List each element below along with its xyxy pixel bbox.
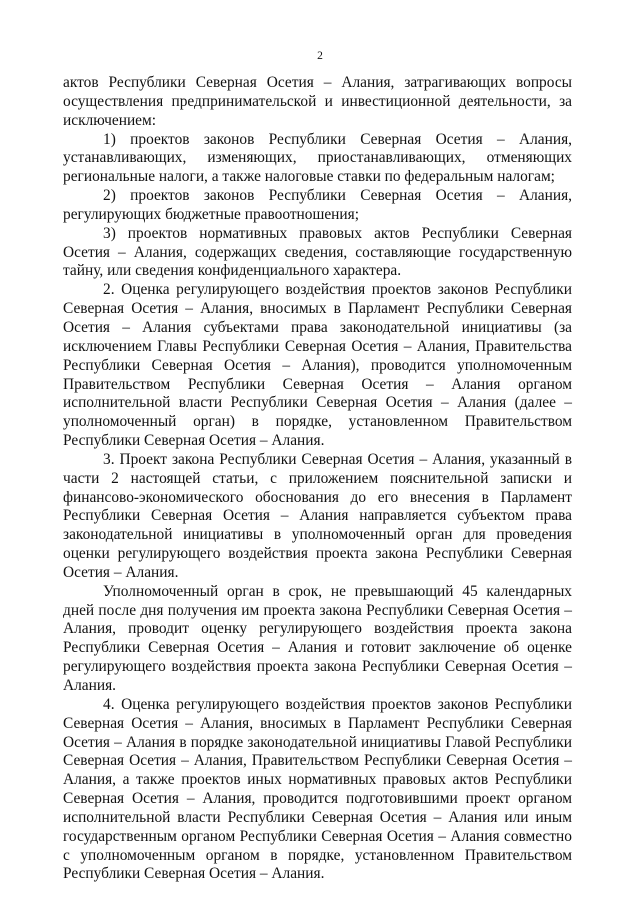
paragraph: актов Республики Северная Осетия – Алания, затрагивающих вопросы осуществления предпринимательской и инвестиционной деятельности, за исключением: <box>63 74 572 129</box>
paragraph: Уполномоченный орган в срок, не превышающий 45 календарных дней после дня получения им проекта закона Республики Северная Осетия – Алания, проводит оценку регулирующего воздействия проекта закона Республики Северная Осетия – Алания и готовит заключение об оценке регулирующего воздействия проекта закона Республики Северная Осетия – Алания. <box>63 582 572 694</box>
paragraph: 2) проектов законов Республики Северная Осетия – Алания, регулирующих бюджетные правоотношения; <box>63 187 572 223</box>
paragraph: 1) проектов законов Республики Северная Осетия – Алания, устанавливающих, изменяющих, приостанавливающих, отменяющих региональные налоги, а также налоговые ставки по федеральным налогам; <box>63 130 572 186</box>
document-body <box>63 74 572 884</box>
paragraph: 3) проектов нормативных правовых актов Республики Северная Осетия – Алания, содержащих сведения, составляющие государственную тайну, или сведения конфиденциального характера. <box>63 224 572 280</box>
paragraph: 4. Оценка регулирующего воздействия проектов законов Республики Северная Осетия – Алания, вносимых в Парламент Республики Северная Осетия – Алания в порядке законодательной инициативы Главой Республики Северная Осетия – Алания, Правительством Республики Северная Осетия – Алания, а также проектов иных нормативных правовых актов Республики Северная Осетия – Алания, проводится подготовившими проект органом исполнительной власти Республики Северная Осетия – Алания или иным государственным органом Республики Северная Осетия – Алания совместно с уполномоченным органом в порядке, установленном Правительством Республики Северная Осетия – Алания. <box>63 695 572 883</box>
paragraph: 3. Проект закона Республики Северная Осетия – Алания, указанный в части 2 настоящей статьи, с приложением пояснительной записки и финансово-экономического обоснования до его внесения в Парламент Республики Северная Осетия – Алания направляется субъектом права законодательной инициативы в уполномоченный орган для проведения оценки регулирующего воздействия проекта закона Республики Северная Осетия – Алания. <box>63 450 572 581</box>
page-number: 2 <box>317 50 323 62</box>
paragraph: 2. Оценка регулирующего воздействия проектов законов Республики Северная Осетия – Алания, вносимых в Парламент Республики Северная Осетия – Алания субъектами права законодательной инициативы (за исключением Главы Республики Северная Осетия – Алания, Правительства Республики Северная Осетия – Алания), проводится уполномоченным Правительством Республики Северная Осетия – Алания органом исполнительной власти Республики Северная Осетия – Алания (далее – уполномоченный орган) в порядке, установленном Правительством Республики Северная Осетия – Алания. <box>63 281 572 450</box>
